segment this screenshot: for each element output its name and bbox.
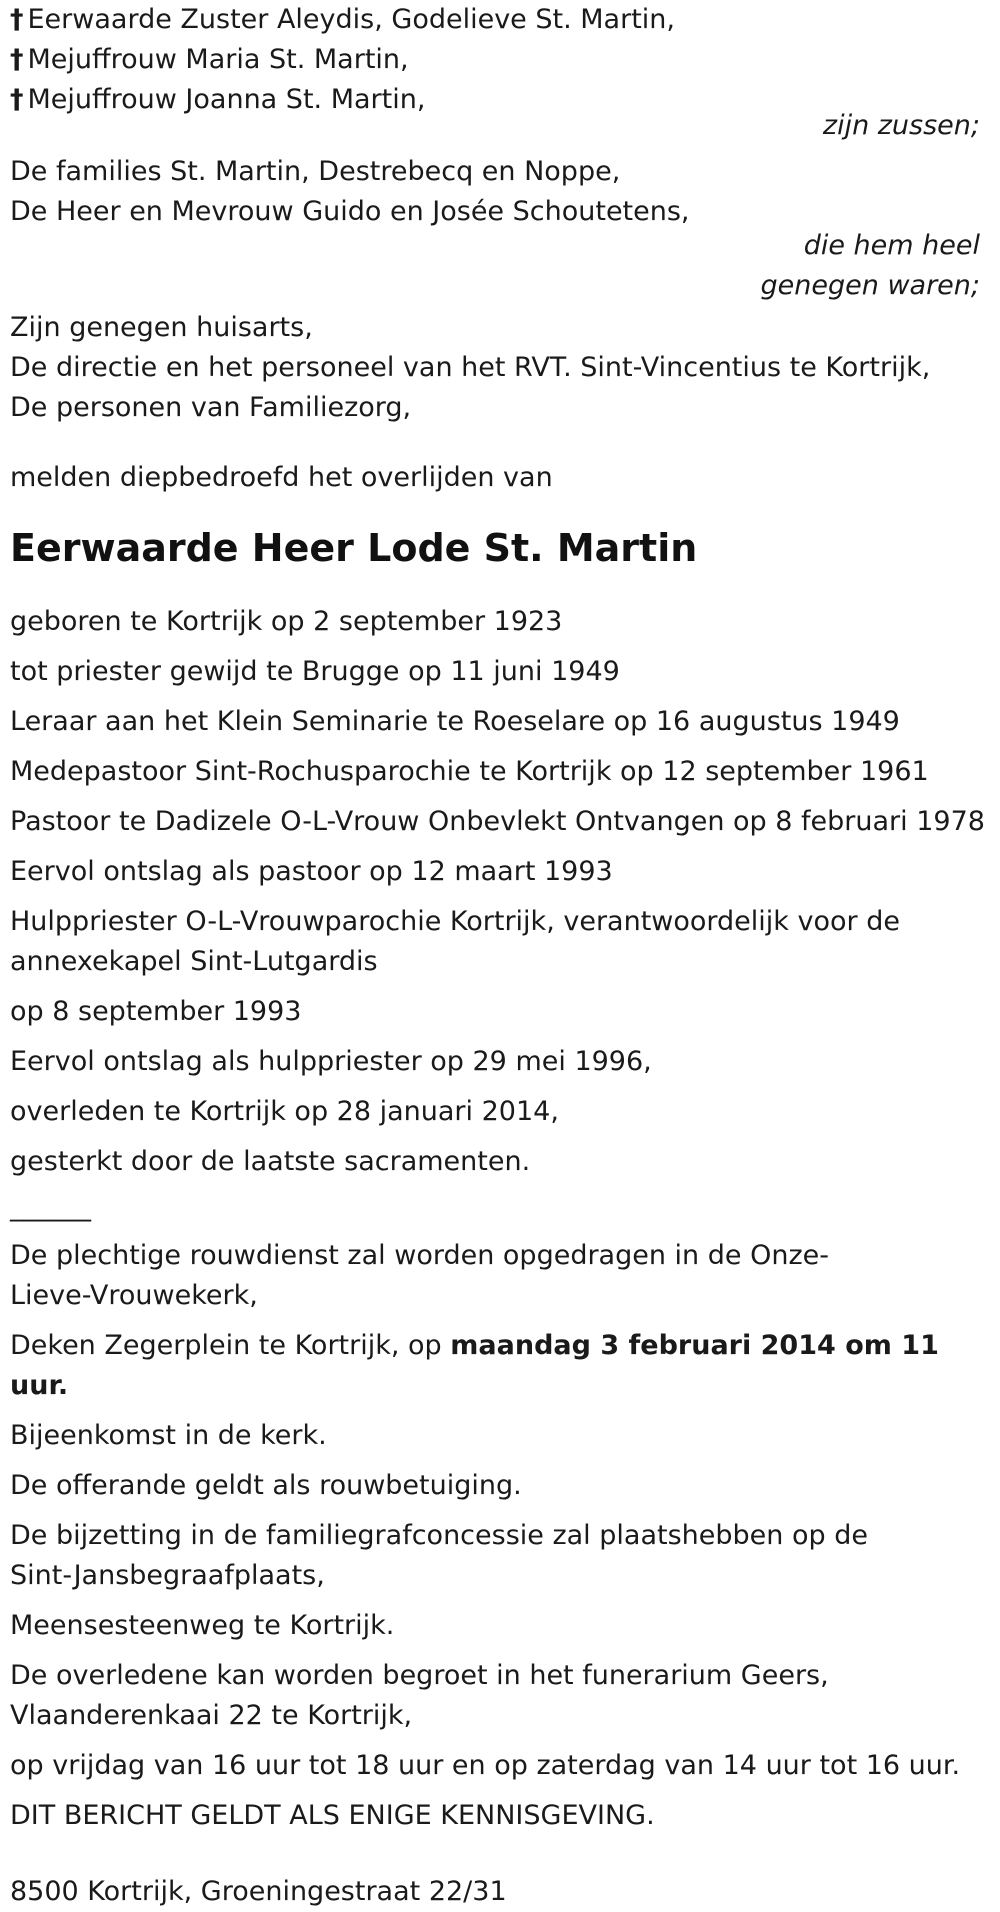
other-line: De personen van Familiezorg, xyxy=(10,392,412,423)
sister-name: Eerwaarde Zuster Aleydis, Godelieve St. Martin, xyxy=(27,4,675,35)
other-line: De directie en het personeel van het RVT. Sint-Vincentius te Kortrijk, xyxy=(10,352,931,383)
sister-name: Mejuffrouw Maria St. Martin, xyxy=(27,44,409,75)
bio-entry: op 8 september 1993 xyxy=(10,996,302,1027)
announcement-text: melden diepbedroefd het overlijden van xyxy=(10,462,553,493)
cross-icon: † xyxy=(10,84,24,115)
sister-name: Mejuffrouw Joanna St. Martin, xyxy=(27,84,426,115)
funeral-detail: DIT BERICHT GELDT ALS ENIGE KENNISGEVING. xyxy=(10,1800,655,1831)
bio-entry: gesterkt door de laatste sacramenten. xyxy=(10,1146,531,1177)
bio-entry: tot priester gewijd te Brugge op 11 juni 1949 xyxy=(10,656,620,687)
bio-entry: Eervol ontslag als hulppriester op 29 mei 1996, xyxy=(10,1046,652,1077)
families-label-2: genegen waren; xyxy=(760,270,980,301)
funeral-detail: Meensesteenweg te Kortrijk. xyxy=(10,1610,395,1641)
funeral-service: De plechtige rouwdienst zal worden opgedragen in de Onze-Lieve-Vrouwekerk, xyxy=(10,1240,829,1311)
sisters-label: zijn zussen; xyxy=(822,110,980,141)
deceased-name: Eerwaarde Heer Lode St. Martin xyxy=(10,526,698,570)
bio-entry: Medepastoor Sint-Rochusparochie te Kortrijk op 12 september 1961 xyxy=(10,756,929,787)
funeral-location-prefix: Deken Zegerplein te Kortrijk, op xyxy=(10,1330,451,1361)
others-block xyxy=(10,308,990,428)
funeral-block xyxy=(10,1236,990,1836)
family-line: De families St. Martin, Destrebecq en Noppe, xyxy=(10,156,621,187)
biography-block xyxy=(10,602,990,1182)
bio-entry: Pastoor te Dadizele O-L-Vrouw Onbevlekt Ontvangen op 8 februari 1978 xyxy=(10,806,985,837)
bio-entry: geboren te Kortrijk op 2 september 1923 xyxy=(10,606,563,637)
cross-icon: † xyxy=(10,4,24,35)
family-line: De Heer en Mevrouw Guido en Josée Schoutetens, xyxy=(10,196,690,227)
bio-entry: Hulppriester O-L-Vrouwparochie Kortrijk, verantwoordelijk voor de annexekapel Sint-Lutgardis xyxy=(10,906,900,977)
funeral-location xyxy=(10,1326,990,1406)
divider: ______ xyxy=(10,1191,91,1222)
sister-line xyxy=(10,0,990,40)
funeral-detail: De overledene kan worden begroet in het funerarium Geers, Vlaanderenkaai 22 te Kortrijk, xyxy=(10,1660,829,1731)
funeral-date-time: maandag 3 februari 2014 om 11 uur. xyxy=(10,1330,939,1401)
bio-entry: Eervol ontslag als pastoor op 12 maart 1993 xyxy=(10,856,613,887)
funeral-detail: De offerande geldt als rouwbetuiging. xyxy=(10,1470,522,1501)
bio-entry: Leraar aan het Klein Seminarie te Roeselare op 16 augustus 1949 xyxy=(10,706,900,737)
funeral-detail: op vrijdag van 16 uur tot 18 uur en op zaterdag van 14 uur tot 16 uur. xyxy=(10,1750,961,1781)
bio-entry: overleden te Kortrijk op 28 januari 2014, xyxy=(10,1096,559,1127)
funeral-detail: De bijzetting in de familiegrafconcessie zal plaatshebben op de Sint-Jansbegraafplaats, xyxy=(10,1520,868,1591)
other-line: Zijn genegen huisarts, xyxy=(10,312,313,343)
address: 8500 Kortrijk, Groeningestraat 22/31 xyxy=(10,1876,507,1907)
funeral-detail: Bijeenkomst in de kerk. xyxy=(10,1420,327,1451)
cross-icon: † xyxy=(10,44,24,75)
sister-line xyxy=(10,40,990,80)
sisters-block xyxy=(10,0,990,146)
families-block xyxy=(10,152,990,306)
families-label-1: die hem heel xyxy=(803,230,980,261)
